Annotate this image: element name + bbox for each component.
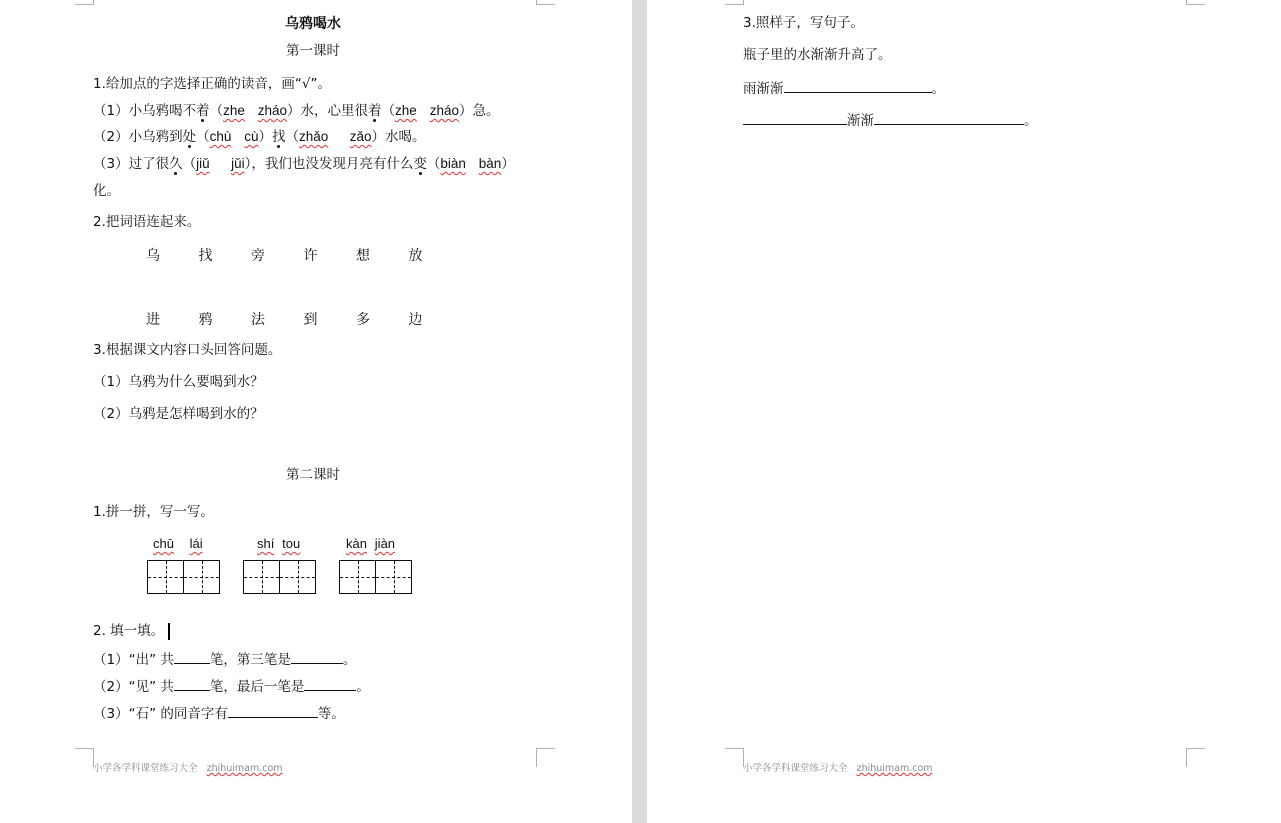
word[interactable]: 进 <box>146 312 160 328</box>
pinyin-option: bàn <box>478 156 502 171</box>
pinyin-option: zhe <box>395 103 417 118</box>
pinyin-label: chū lái <box>153 536 203 551</box>
corner-mark <box>536 748 555 767</box>
blank[interactable] <box>784 78 932 93</box>
lesson1-heading: 第一课时 <box>286 43 340 59</box>
blank[interactable] <box>228 703 318 718</box>
word[interactable]: 想 <box>356 248 370 264</box>
blank[interactable] <box>304 676 356 691</box>
pinyin-option: zháo <box>257 103 288 118</box>
tianzige-grid[interactable] <box>339 560 412 594</box>
page-gap <box>632 0 647 823</box>
word[interactable]: 到 <box>303 312 318 328</box>
word[interactable]: 旁 <box>251 248 265 264</box>
page-footer: 小学各学科课堂练习大全 zhihuimam.com <box>743 763 933 774</box>
corner-mark <box>75 0 94 5</box>
lesson2-heading: 第二课时 <box>286 467 340 483</box>
q3-prompt: 3.根据课文内容口头回答问题。 <box>93 342 282 358</box>
blank[interactable] <box>743 110 847 125</box>
word[interactable]: 找 <box>198 248 213 264</box>
fill-item-1: （1）“出” 共 笔，第三笔是 。 <box>93 649 356 669</box>
word[interactable]: 多 <box>356 312 370 328</box>
q1-prompt: 1.给加点的字选择正确的读音，画“√”。 <box>93 76 331 92</box>
q1-item-3-wrap: 化。 <box>93 183 120 199</box>
footer-url[interactable]: zhihuimam.com <box>206 763 283 774</box>
blank[interactable] <box>174 676 210 691</box>
corner-mark <box>536 0 555 5</box>
pinyin-label: shí tou <box>257 536 301 551</box>
q3-prompt: 3.照样子，写句子。 <box>743 15 864 31</box>
pinyin-option: jǔi <box>231 156 245 171</box>
pinyin-option: zhǎo <box>299 129 329 144</box>
pinyin-option: chù <box>209 129 232 144</box>
word[interactable]: 许 <box>303 248 318 264</box>
page-footer: 小学各学科课堂练习大全 zhihuimam.com <box>93 763 283 774</box>
q1-item-1: （1）小乌鸦喝不着（zhe zháo）水，心里很着（zhe zháo）急。 <box>93 103 500 119</box>
pinyin-option: zhe <box>223 103 245 118</box>
word[interactable]: 边 <box>408 312 423 328</box>
q3-item-2: （2）乌鸦是怎样喝到水的？ <box>93 406 264 422</box>
q1-item-3: （3）过了很久（jiǔ jǔi），我们也没发现月亮有什么变（biàn bàn） <box>93 156 515 172</box>
pinyin-option: biàn <box>440 156 466 171</box>
word[interactable]: 放 <box>408 248 423 264</box>
sentence-line-1: 雨渐渐 。 <box>743 78 945 98</box>
l2-q2-prompt: 2. 填一填。 <box>93 622 170 640</box>
word[interactable]: 乌 <box>146 248 160 264</box>
blank[interactable] <box>174 649 210 664</box>
blank[interactable] <box>291 649 343 664</box>
word[interactable]: 鸦 <box>198 312 213 328</box>
corner-mark <box>725 748 744 767</box>
document-page-1[interactable] <box>0 0 632 823</box>
sentence-line-2: 渐渐 。 <box>743 110 1038 130</box>
word-row-1 <box>146 245 461 265</box>
word-row-2 <box>146 309 461 329</box>
blank[interactable] <box>874 110 1024 125</box>
corner-mark <box>1186 748 1205 767</box>
pinyin-option: zǎo <box>349 129 372 144</box>
pinyin-label: kàn jiàn <box>346 536 396 551</box>
doc-title: 乌鸦喝水 <box>285 16 341 32</box>
tianzige-grid[interactable] <box>243 560 316 594</box>
q1-item-2: （2）小乌鸦到处（chù cù）找（zhǎo zǎo）水喝。 <box>93 129 426 145</box>
example-sentence: 瓶子里的水渐渐升高了。 <box>743 47 892 63</box>
tianzige-grid[interactable] <box>147 560 220 594</box>
pinyin-option: zháo <box>429 103 459 118</box>
corner-mark <box>75 748 94 767</box>
q2-prompt: 2.把词语连起来。 <box>93 214 201 230</box>
pinyin-option: jiǔ <box>196 156 210 171</box>
fill-item-2: （2）“见” 共 笔，最后一笔是 。 <box>93 676 370 696</box>
corner-mark <box>1186 0 1205 5</box>
fill-item-3: （3）“石” 的同音字有 等。 <box>93 703 345 723</box>
l2-q1-prompt: 1.拼一拼，写一写。 <box>93 504 214 520</box>
corner-mark <box>725 0 744 5</box>
text-cursor <box>168 623 170 640</box>
word[interactable]: 法 <box>251 312 265 328</box>
q3-item-1: （1）乌鸦为什么要喝到水？ <box>93 374 264 390</box>
footer-url[interactable]: zhihuimam.com <box>856 763 933 774</box>
pinyin-option: cù <box>244 129 259 144</box>
document-page-2[interactable] <box>647 0 1281 823</box>
